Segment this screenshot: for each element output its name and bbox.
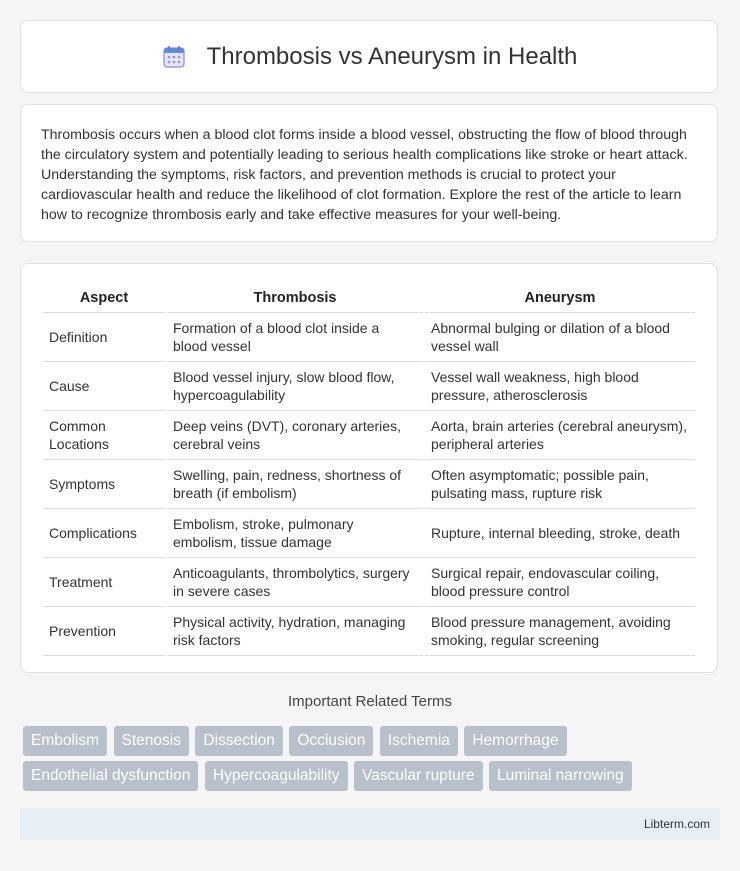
- related-term-tag[interactable]: Vascular rupture: [354, 761, 483, 791]
- table-cell: Often asymptomatic; possible pain, pulsating mass, rupture risk: [425, 460, 695, 509]
- column-header: Aneurysm: [425, 284, 695, 313]
- calendar-icon: [161, 44, 187, 70]
- table-cell: Embolism, stroke, pulmonary embolism, tissue damage: [167, 509, 423, 558]
- table-cell: Definition: [43, 313, 165, 362]
- table-header-row: [43, 284, 695, 313]
- table-cell: Complications: [43, 509, 165, 558]
- related-term-tag[interactable]: Luminal narrowing: [489, 761, 632, 791]
- table-row: [43, 607, 695, 656]
- table-cell: Aorta, brain arteries (cerebral aneurysm), peripheral arteries: [425, 411, 695, 460]
- table-cell: Formation of a blood clot inside a blood vessel: [167, 313, 423, 362]
- page-title: Thrombosis vs Aneurysm in Health: [206, 42, 578, 70]
- column-header: Thrombosis: [167, 284, 423, 313]
- table-row: [43, 313, 695, 362]
- table-cell: Blood vessel injury, slow blood flow, hypercoagulability: [167, 362, 423, 411]
- column-header: Aspect: [43, 284, 165, 313]
- table-cell: Symptoms: [43, 460, 165, 509]
- table-cell: Rupture, internal bleeding, stroke, death: [425, 509, 695, 558]
- comparison-table-card: [20, 263, 718, 673]
- related-terms-list: [23, 726, 723, 796]
- table-row: [43, 460, 695, 509]
- table-cell: Blood pressure management, avoiding smoking, regular screening: [425, 607, 695, 656]
- table-cell: Vessel wall weakness, high blood pressure, atherosclerosis: [425, 362, 695, 411]
- footer: [20, 808, 720, 840]
- related-term-tag[interactable]: Endothelial dysfunction: [23, 761, 198, 791]
- intro-card: [20, 104, 718, 242]
- table-cell: Prevention: [43, 607, 165, 656]
- related-term-tag[interactable]: Occlusion: [289, 726, 373, 756]
- table-cell: Common Locations: [43, 411, 165, 460]
- related-terms-title: Important Related Terms: [288, 693, 452, 710]
- table-cell: Swelling, pain, redness, shortness of breath (if embolism): [167, 460, 423, 509]
- table-row: [43, 362, 695, 411]
- table-cell: Anticoagulants, thrombolytics, surgery in severe cases: [167, 558, 423, 607]
- related-term-tag[interactable]: Hemorrhage: [464, 726, 566, 756]
- table-cell: Surgical repair, endovascular coiling, blood pressure control: [425, 558, 695, 607]
- related-term-tag[interactable]: Hypercoagulability: [205, 761, 348, 791]
- table-cell: Abnormal bulging or dilation of a blood vessel wall: [425, 313, 695, 362]
- intro-text: Thrombosis occurs when a blood clot forms inside a blood vessel, obstructing the flow of blood through the circulatory system and potentially leading to serious health complications like stroke or heart attack. Understanding the symptoms, risk factors, and prevention methods is crucial to protect your cardiovascular health and reduce the likelihood of clot formation. Explore the rest of the article to learn how to recognize thrombosis early and take effective measures for your well-being.: [41, 127, 688, 223]
- table-cell: Physical activity, hydration, managing risk factors: [167, 607, 423, 656]
- table-row: [43, 509, 695, 558]
- related-term-tag[interactable]: Ischemia: [380, 726, 458, 756]
- related-term-tag[interactable]: Embolism: [23, 726, 107, 756]
- table-row: [43, 411, 695, 460]
- table-cell: Treatment: [43, 558, 165, 607]
- header-card: [20, 20, 718, 93]
- table-cell: Deep veins (DVT), coronary arteries, cerebral veins: [167, 411, 423, 460]
- table-row: [43, 558, 695, 607]
- related-term-tag[interactable]: Stenosis: [114, 726, 189, 756]
- footer-link[interactable]: Libterm.com: [643, 817, 710, 831]
- table-cell: Cause: [43, 362, 165, 411]
- comparison-table: [41, 284, 697, 656]
- related-term-tag[interactable]: Dissection: [195, 726, 283, 756]
